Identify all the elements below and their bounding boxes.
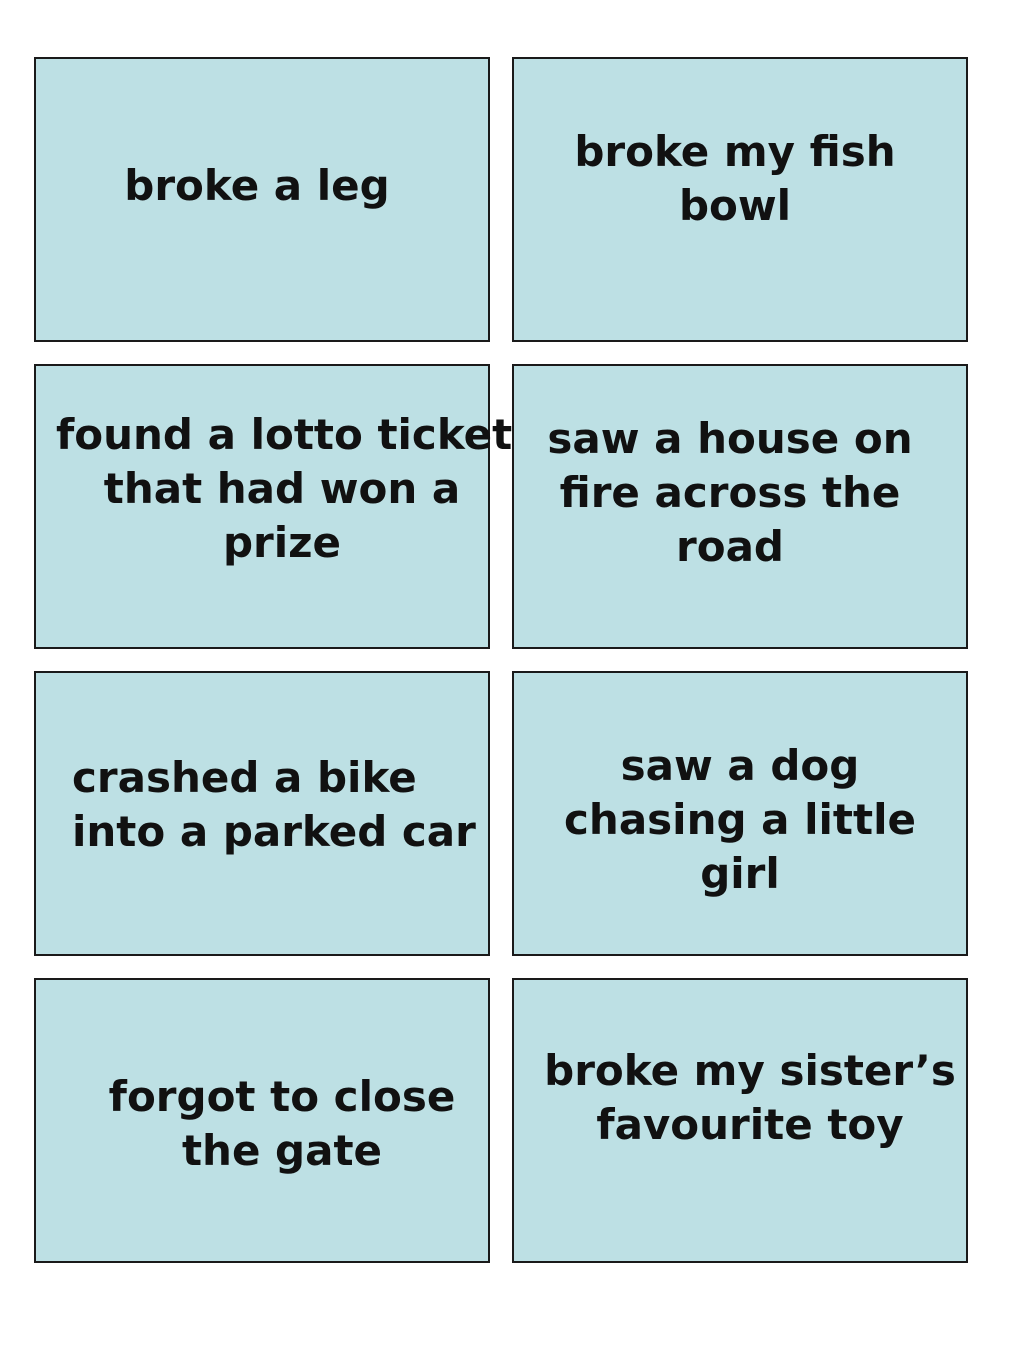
card-text-line: the gate [181,1126,383,1175]
card-text-line: crashed a bike [72,753,417,802]
card-forgot-to-close-the-gate [34,978,490,1263]
card-text [72,751,488,859]
card-text-line: found a lotto ticket [56,410,513,459]
card-text-line: into a parked car [72,807,476,856]
card-saw-a-house-on-fire [512,364,968,649]
card-text [514,739,966,901]
card-text-line: saw a dog [620,741,860,790]
card-broke-my-fish-bowl [512,57,968,342]
card-text [26,159,488,213]
card-text-line: fire across the [559,468,901,517]
card-text-line: chasing a little [564,795,916,844]
card-text-line: bowl [678,181,792,230]
card-text-line: saw a house on [547,414,913,463]
card-text-line: broke a leg [124,161,390,210]
card-text [524,1044,976,1152]
card-text [56,408,513,570]
card-broke-a-leg [34,57,490,342]
card-text-line: broke my sister’s [544,1046,956,1095]
card-text-line: road [676,522,784,571]
card-text-line: that had won a [103,464,461,513]
card-text-line: broke my fish [574,127,896,176]
card-text [56,1070,508,1178]
card-crashed-a-bike [34,671,490,956]
card-found-a-lotto-ticket [34,364,513,649]
card-broke-my-sisters-toy [512,978,968,1263]
card-text-line: forgot to close [108,1072,456,1121]
card-text [504,412,956,574]
card-text-line: girl [700,849,780,898]
card-saw-a-dog-chasing [512,671,968,956]
card-text-line: prize [222,518,342,567]
card-text [504,125,966,233]
card-text-line: favourite toy [596,1100,904,1149]
